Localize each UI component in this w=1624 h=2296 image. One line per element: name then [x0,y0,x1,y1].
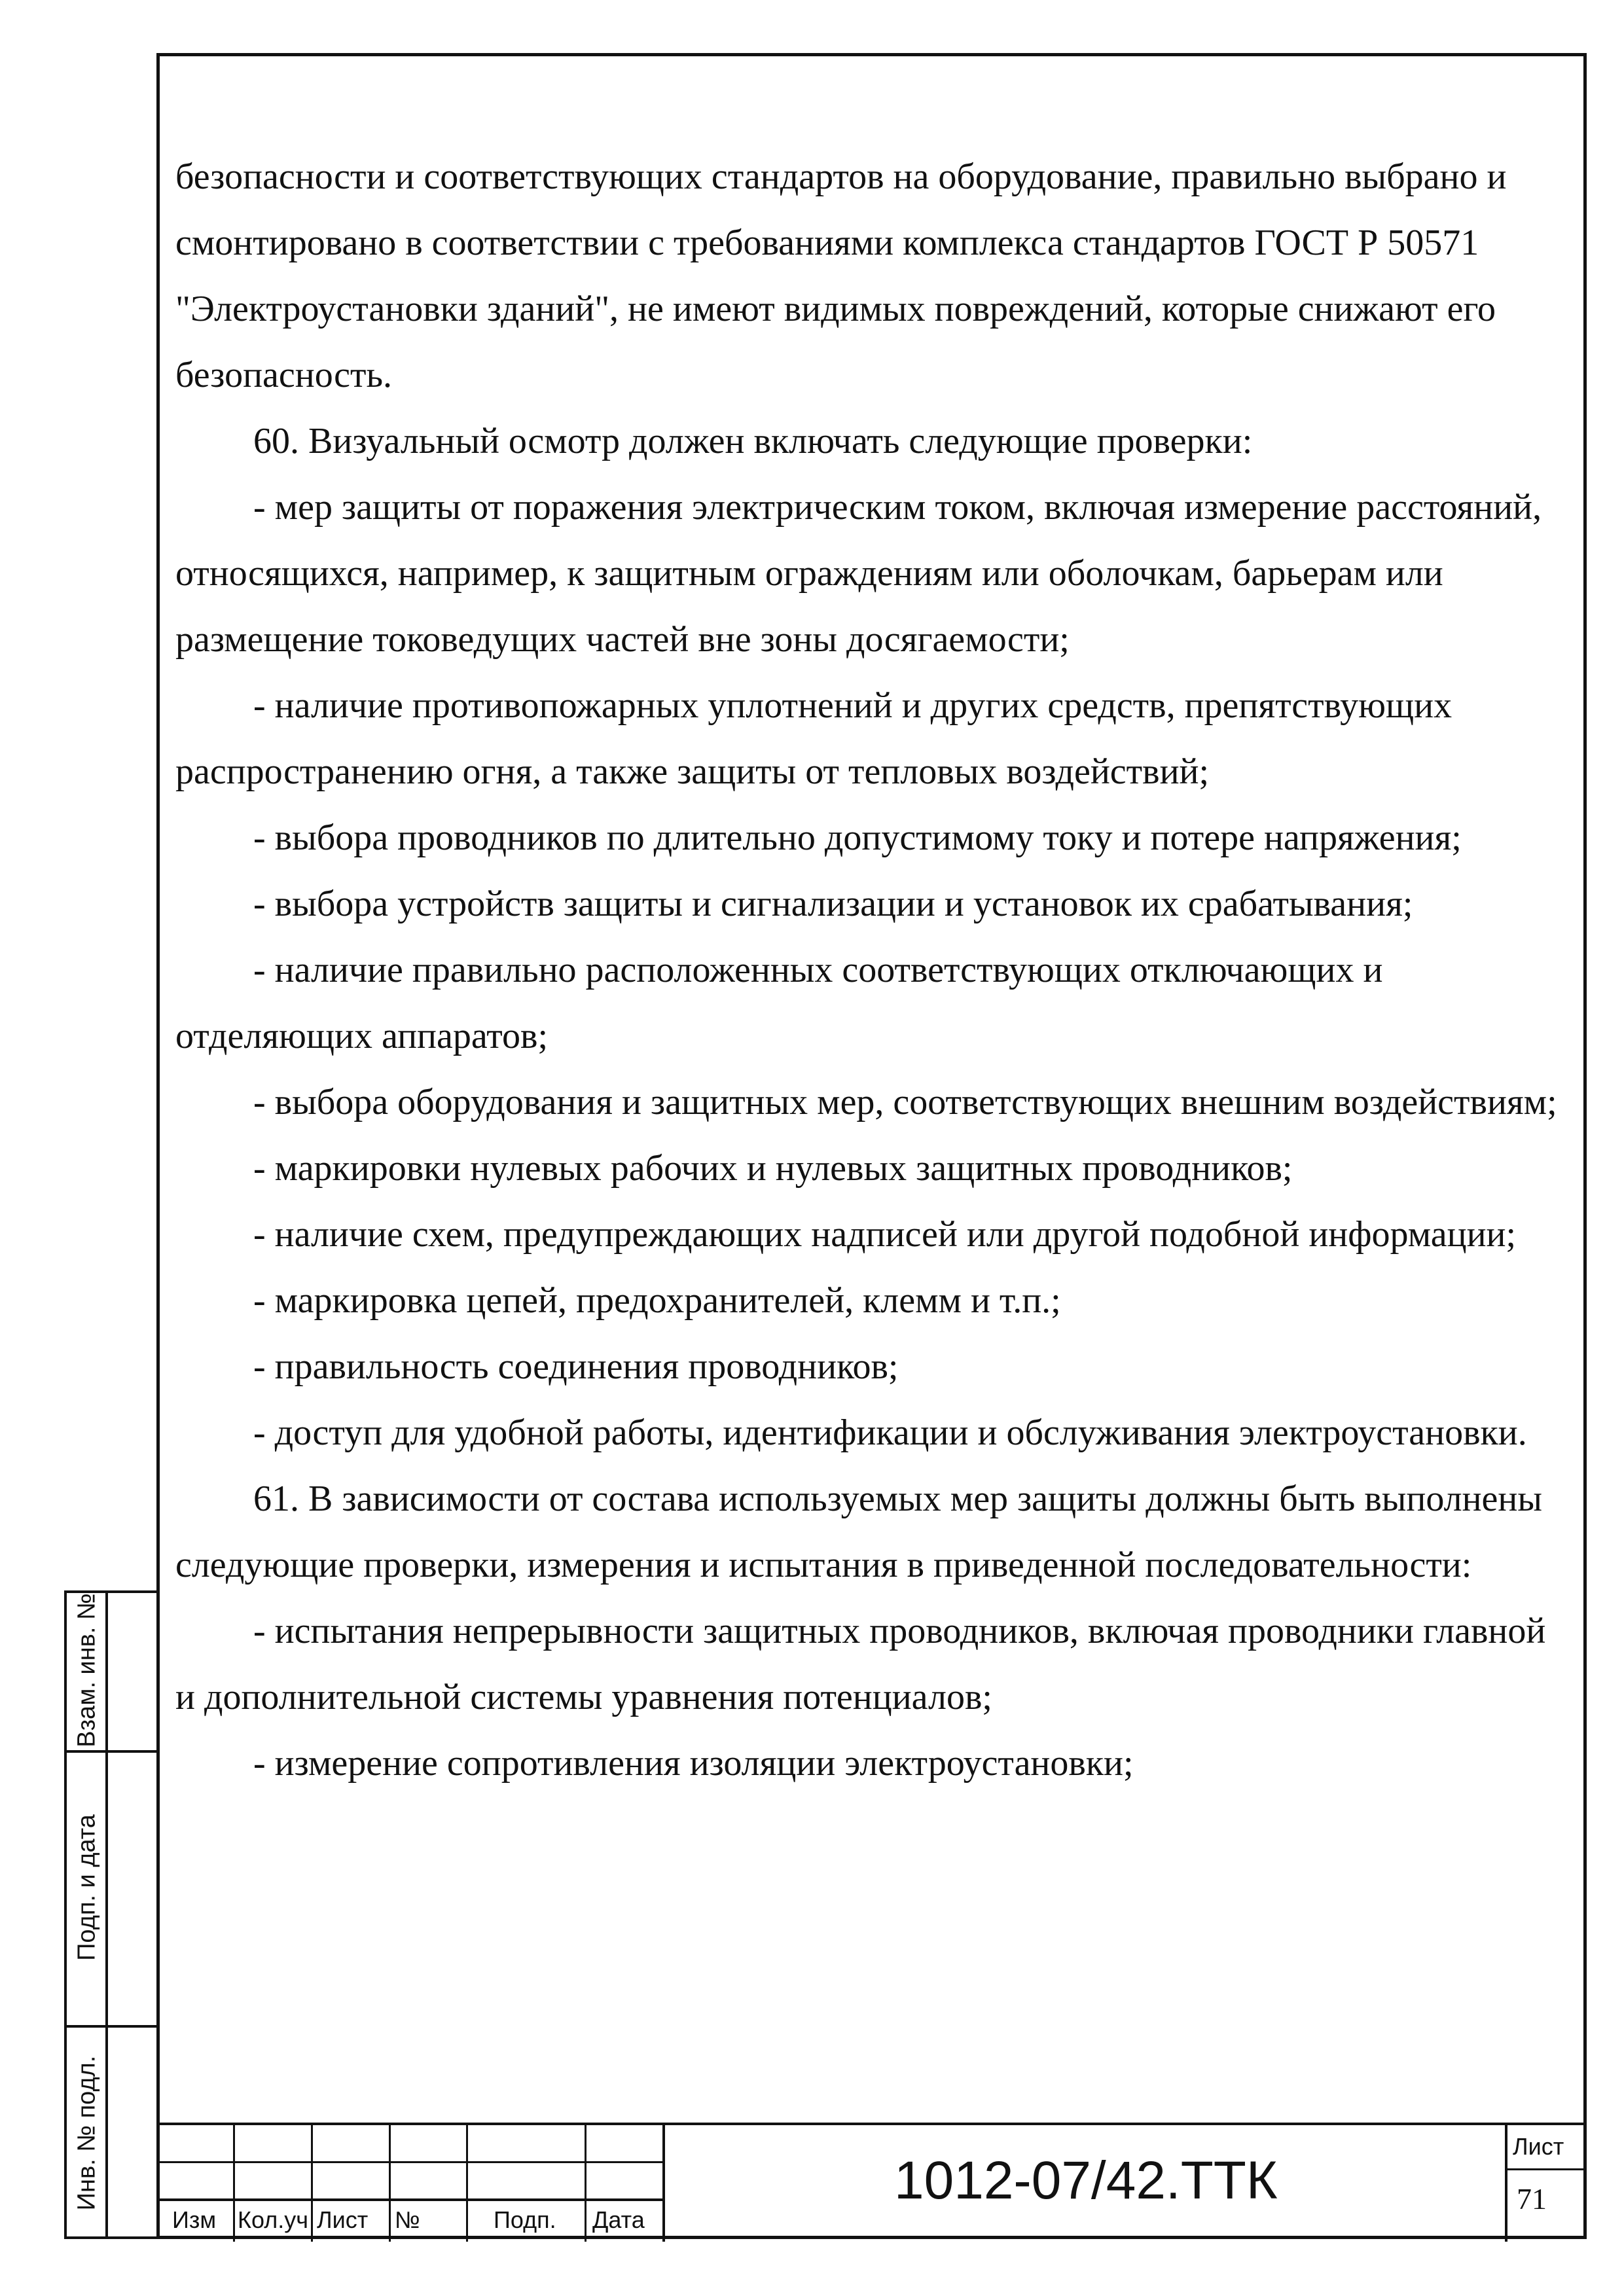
paragraph: - доступ для удобной работы, идентификации и обслуживания электроустановки. [253,1412,1527,1453]
grid-line [233,2125,235,2242]
paragraph: - правильность соединения проводников; [253,1346,899,1387]
column-signature: Подп. [494,2206,556,2233]
paragraph: - маркировки нулевых рабочих и нулевых защитных проводников; [253,1148,1293,1189]
paragraph: - выбора устройств защиты и сигнализации и установок их срабатывания; [253,884,1413,924]
grid-line [311,2125,313,2242]
binding-divider [67,2025,159,2028]
document-code: 1012-07/42.ТТК [894,2151,1278,2210]
paragraph: - выбора оборудования и защитных мер, соответствующих внешним воздействиям; [253,1082,1557,1122]
document-body [175,144,1570,1797]
grid-line [1505,2125,1507,2242]
paragraph: 60. Визуальный осмотр должен включать следующие проверки: [253,421,1253,461]
column-izm: Изм [172,2206,217,2233]
inventory-original-label: Инв. № подл. [73,2055,101,2211]
paragraph: - наличие схем, предупреждающих надписей или другой подобной информации; [253,1214,1517,1255]
paragraph: 61. В зависимости от состава используемых мер защиты должны быть выполнены следующие проверки, измерения и испытания в приведенной последовательности: [175,1479,1542,1585]
paragraph: - наличие противопожарных уплотнений и других средств, препятствующих распространению огня, а также защиты от тепловых воздействий; [175,685,1453,792]
grid-line [389,2125,391,2242]
grid-line [466,2125,468,2242]
paragraph: - маркировка цепей, предохранителей, клемм и т.п.; [253,1280,1061,1321]
grid-line [585,2125,586,2242]
paragraph: - мер защиты от поражения электрическим током, включая измерение расстояний, относящихся, например, к защитным ограждениям или оболочкам, барьерам или размещение токоведущих частей вне зоны досягаемости; [175,487,1542,660]
sheet-label: Лист [1513,2133,1564,2160]
binding-divider [67,1750,159,1753]
column-kol: Кол.уч [238,2206,308,2233]
column-date: Дата [592,2206,645,2233]
paragraph: - наличие правильно расположенных соответствующих отключающих и отделяющих аппаратов; [175,950,1383,1056]
binding-strip [64,1590,156,2239]
paragraph: - выбора проводников по длительно допустимому току и потере напряжения; [253,817,1462,858]
grid-line [1505,2168,1583,2170]
exchange-inventory-label: Взам. инв. № [73,1593,101,1748]
paragraph: безопасности и соответствующих стандартов на оборудование, правильно выбрано и смонтировано в соответствии с требованиями комплекса стандартов ГОСТ Р 50571 "Электроустановки зданий", не имеют видимых повреждений, которые снижают его безопасность. [175,156,1507,395]
column-list: Лист [317,2206,369,2233]
column-number: № [395,2206,420,2233]
grid-line [662,2125,665,2242]
paragraph: - измерение сопротивления изоляции электроустановки; [253,1743,1134,1784]
paragraph: - испытания непрерывности защитных проводников, включая проводники главной и дополнительной системы уравнения потенциалов; [175,1611,1546,1717]
title-block [156,2123,1587,2239]
sheet-number: 71 [1517,2182,1547,2215]
signature-date-label: Подп. и дата [73,1814,101,1961]
